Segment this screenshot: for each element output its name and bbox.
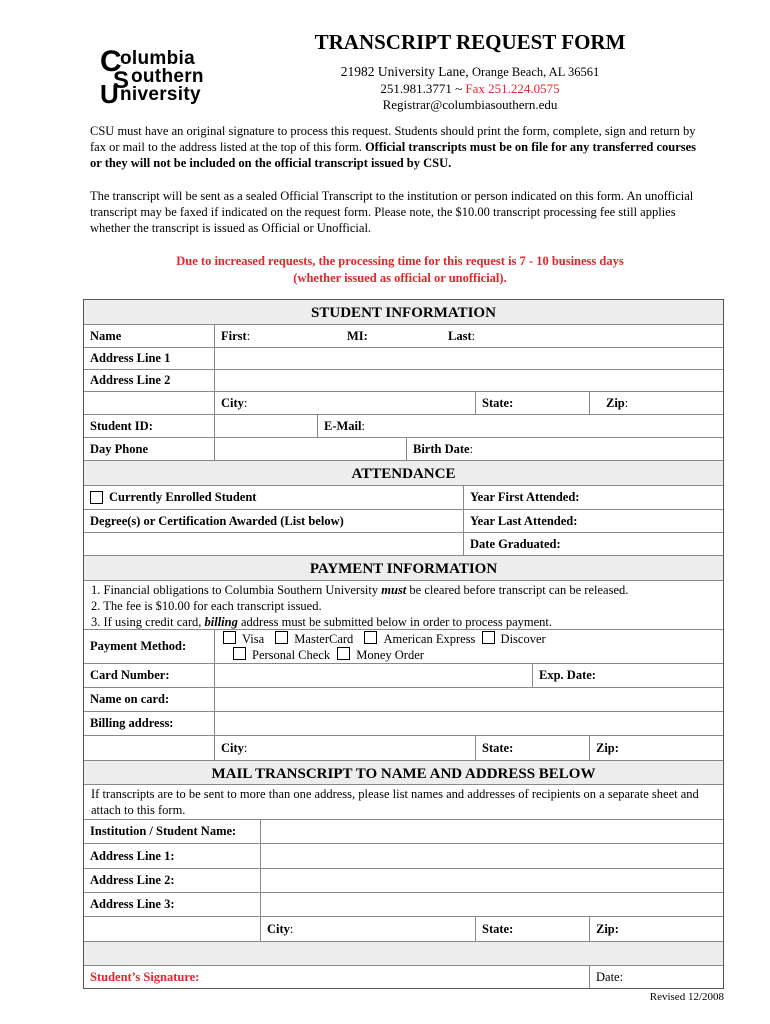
logo-letter-u: U bbox=[100, 79, 119, 109]
payment-method-row bbox=[84, 630, 723, 664]
day-phone-field[interactable] bbox=[215, 438, 407, 460]
card-number-row bbox=[84, 664, 723, 688]
mi-label: MI: bbox=[347, 328, 368, 343]
billing-address-row bbox=[84, 712, 723, 736]
mail-zip-field[interactable]: Zip: bbox=[596, 921, 619, 936]
payment-options bbox=[215, 630, 723, 663]
mail-note bbox=[84, 785, 723, 820]
birth-date-field[interactable]: Birth Date : bbox=[413, 441, 474, 456]
blank-cell bbox=[84, 917, 261, 941]
address-line-1-field[interactable] bbox=[215, 348, 723, 369]
state-field[interactable]: State: bbox=[476, 392, 590, 414]
processing-notice-2: (whether issued as official or unofficial). bbox=[293, 271, 507, 285]
email-label: E-Mail bbox=[324, 418, 362, 433]
email-field[interactable]: E-Mail : bbox=[324, 418, 365, 433]
date-graduated-field[interactable]: Date Graduated: bbox=[470, 536, 561, 551]
first-label: First bbox=[221, 328, 247, 343]
name-on-card-label: Name on card: bbox=[84, 688, 215, 711]
city-label: City bbox=[221, 395, 244, 410]
visa-option[interactable] bbox=[223, 632, 264, 646]
billing-city-field[interactable]: City : bbox=[215, 736, 476, 760]
name-on-card-field[interactable] bbox=[215, 688, 723, 711]
name-on-card-row bbox=[84, 688, 723, 712]
address-line-2-field[interactable] bbox=[215, 370, 723, 391]
note-3-text: 3. If using credit card, bbox=[91, 615, 205, 629]
discover-label: Discover bbox=[500, 632, 546, 646]
discover-option[interactable] bbox=[479, 632, 546, 646]
signature-date-field[interactable]: Date: bbox=[596, 969, 624, 984]
payment-heading: PAYMENT INFORMATION bbox=[84, 556, 723, 581]
phone-fax-line bbox=[260, 81, 680, 97]
logo-text-university: niversity bbox=[120, 84, 201, 105]
degrees-field[interactable] bbox=[84, 533, 464, 555]
mastercard-label: MasterCard bbox=[294, 632, 354, 646]
institution-row bbox=[84, 820, 723, 844]
address-line-1-label: Address Line 1 bbox=[84, 348, 215, 369]
spacer-row bbox=[84, 942, 723, 966]
visa-checkbox[interactable] bbox=[223, 631, 236, 644]
mastercard-checkbox[interactable] bbox=[275, 631, 288, 644]
amex-option[interactable] bbox=[364, 632, 475, 646]
csu-logo bbox=[100, 45, 240, 109]
mail-address-2-label: Address Line 2: bbox=[84, 869, 261, 892]
phone-row bbox=[84, 438, 723, 461]
billing-address-field[interactable] bbox=[215, 712, 723, 735]
mail-address-3-label: Address Line 3: bbox=[84, 893, 261, 916]
address-line-2-row bbox=[84, 370, 723, 392]
intro-bold-text: Official transcripts must be on file for any transferred courses or they will not be included on the official transcript issued by CSU. bbox=[90, 140, 697, 170]
billing-state-field[interactable]: State: bbox=[476, 736, 590, 760]
degrees-label: Degree(s) or Certification Awarded (List below) bbox=[84, 510, 464, 532]
mail-address-1-row bbox=[84, 844, 723, 869]
logo-letter-c: C bbox=[100, 45, 122, 78]
institution-label: Institution / Student Name: bbox=[84, 820, 261, 843]
zip-label: Zip bbox=[606, 395, 625, 410]
mastercard-option[interactable] bbox=[275, 632, 353, 646]
mail-address-1-field[interactable] bbox=[261, 844, 723, 868]
blank-cell bbox=[84, 736, 215, 760]
payment-note-2: 2. The fee is $10.00 for each transcript issued. bbox=[91, 599, 322, 613]
money-order-label: Money Order bbox=[356, 648, 424, 662]
student-id-row bbox=[84, 415, 723, 438]
personal-check-checkbox[interactable] bbox=[233, 647, 246, 660]
city-address: Orange Beach, AL 36561 bbox=[471, 65, 600, 79]
enrolled-label: Currently Enrolled Student bbox=[109, 490, 257, 504]
mail-address-3-row bbox=[84, 893, 723, 917]
note-1-text: 1. Financial obligations to Columbia Southern University bbox=[91, 583, 382, 597]
city-field[interactable]: City : bbox=[215, 392, 476, 414]
name-row bbox=[84, 325, 723, 348]
mail-city-field[interactable]: City : bbox=[261, 917, 476, 941]
mail-city-row bbox=[84, 917, 723, 942]
enrolled-checkbox[interactable] bbox=[90, 491, 103, 504]
day-phone-label: Day Phone bbox=[84, 438, 215, 460]
address-line bbox=[260, 64, 680, 80]
personal-check-option[interactable] bbox=[233, 648, 330, 662]
intro-paragraph-1 bbox=[90, 123, 710, 171]
intro-paragraph-2: The transcript will be sent as a sealed Official Transcript to the institution or person indicated on this form. An unofficial transcript may be faxed if indicated on the request form. Please note, the $10.00 transcript processing fee still applies whether the transcript is issued as Official or Unofficial. bbox=[90, 189, 694, 235]
birth-date-label: Birth Date bbox=[413, 441, 470, 456]
attendance-heading: ATTENDANCE bbox=[84, 461, 723, 486]
student-id-label: Student ID: bbox=[84, 415, 215, 437]
note-3-emphasis: billing bbox=[204, 615, 238, 629]
form-title: TRANSCRIPT REQUEST FORM bbox=[314, 30, 626, 54]
fax-number: Fax 251.224.0575 bbox=[465, 81, 560, 96]
enrolled-row bbox=[84, 486, 723, 510]
note-3-tail: address must be submitted below in order to process payment. bbox=[237, 615, 553, 629]
name-label: Name bbox=[84, 325, 215, 347]
intro-text: CSU must have an original signature to process this request. Students should print the form, complete, sign and return by fax or mail to the address listed at the top of this form. bbox=[90, 124, 696, 154]
mail-heading: MAIL TRANSCRIPT TO NAME AND ADDRESS BELOW bbox=[84, 761, 723, 785]
mail-address-3-field[interactable] bbox=[261, 893, 723, 916]
visa-label: Visa bbox=[242, 632, 265, 646]
revision-note: Revised 12/2008 bbox=[649, 991, 724, 1003]
payment-note-1 bbox=[91, 582, 628, 598]
name-field[interactable]: First : MI: Last: bbox=[221, 328, 476, 343]
registrar-email: Registrar@columbiasouthern.edu bbox=[382, 97, 558, 112]
signature-field[interactable]: Student’s Signature: bbox=[84, 966, 590, 988]
amex-label: American Express bbox=[383, 632, 476, 646]
mail-address-2-field[interactable] bbox=[261, 869, 723, 892]
note-1-emphasis: must bbox=[381, 583, 407, 597]
year-first-attended-field[interactable]: Year First Attended: bbox=[470, 490, 580, 504]
signature-row bbox=[84, 966, 723, 988]
city-state-zip-row bbox=[84, 392, 723, 415]
logo-letter-s: S bbox=[113, 67, 130, 94]
processing-notice-1: Due to increased requests, the processing time for this request is 7 - 10 business days bbox=[176, 254, 624, 268]
card-number-field[interactable] bbox=[215, 664, 533, 687]
logo-text-southern: outhern bbox=[131, 66, 204, 87]
student-id-field[interactable] bbox=[215, 415, 318, 437]
payment-method-label: Payment Method: bbox=[84, 630, 215, 663]
amex-checkbox[interactable] bbox=[364, 631, 377, 644]
student-info-heading: STUDENT INFORMATION bbox=[84, 300, 723, 325]
discover-checkbox[interactable] bbox=[482, 631, 495, 644]
mail-note-text: If transcripts are to be sent to more than one address, please list names and addresses of recipients on a separate sheet and attach to this form. bbox=[91, 787, 699, 817]
mail-city-label: City bbox=[267, 921, 290, 936]
billing-zip-field[interactable]: Zip: bbox=[596, 740, 619, 755]
payment-note-3 bbox=[91, 614, 552, 630]
currently-enrolled-option[interactable] bbox=[84, 486, 464, 509]
address-line-1-row bbox=[84, 348, 723, 370]
blank-cell bbox=[84, 392, 215, 414]
degrees-row bbox=[84, 510, 723, 533]
mail-address-1-label: Address Line 1: bbox=[84, 844, 261, 868]
address-line-2-label: Address Line 2 bbox=[84, 370, 215, 391]
billing-address-label: Billing address: bbox=[84, 712, 215, 735]
mail-address-2-row bbox=[84, 869, 723, 893]
mail-state-field[interactable]: State: bbox=[476, 917, 590, 941]
card-number-label: Card Number: bbox=[84, 664, 215, 687]
last-label: Last bbox=[448, 328, 472, 343]
billing-city-row bbox=[84, 736, 723, 761]
graduated-row bbox=[84, 533, 723, 556]
institution-field[interactable] bbox=[261, 820, 723, 843]
phone-number: 251.981.3771 ~ bbox=[380, 81, 463, 96]
payment-notes bbox=[84, 581, 723, 630]
billing-city-label: City bbox=[221, 740, 244, 755]
zip-field[interactable]: Zip : bbox=[606, 395, 629, 410]
street-address: 21982 University Lane, bbox=[340, 64, 469, 79]
transcript-form bbox=[83, 299, 724, 989]
money-order-checkbox[interactable] bbox=[337, 647, 350, 660]
year-last-attended-field[interactable]: Year Last Attended: bbox=[470, 513, 578, 528]
personal-check-label: Personal Check bbox=[252, 648, 331, 662]
money-order-option[interactable] bbox=[337, 648, 424, 662]
note-1-tail: be cleared before transcript can be released. bbox=[406, 583, 629, 597]
logo-text-columbia: olumbia bbox=[120, 48, 195, 69]
exp-date-field[interactable]: Exp. Date: bbox=[539, 668, 596, 682]
